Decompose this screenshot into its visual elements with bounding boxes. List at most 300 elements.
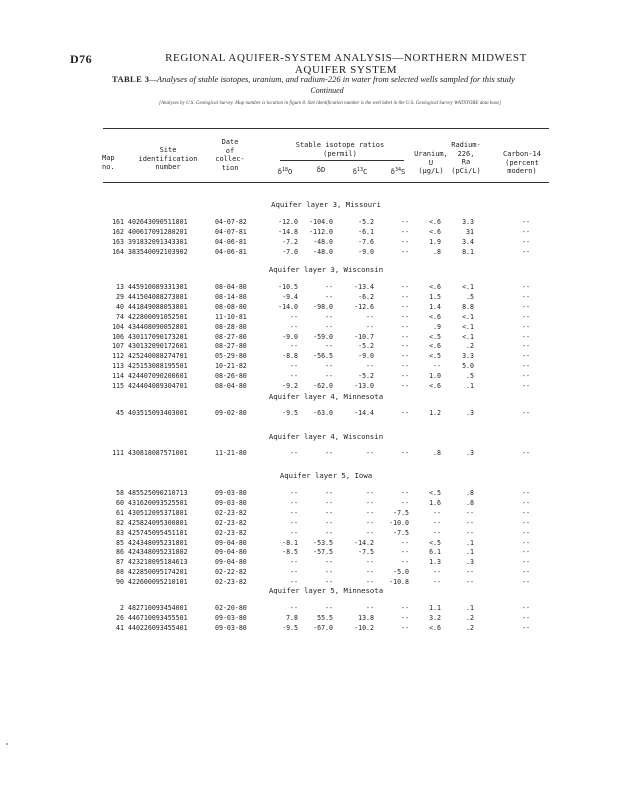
- header-delta-18o: $\delta^{18}O$: [277, 167, 293, 176]
- cell-delta-34s: --: [401, 449, 409, 457]
- cell-radium: .2: [466, 613, 474, 622]
- cell-delta-d: -59.0: [313, 332, 333, 341]
- stable-isotope-rule: [280, 160, 404, 161]
- header-uranium: Uranium, U (µg/L): [414, 150, 448, 176]
- cell-carbon14: --: [522, 548, 530, 557]
- header-site-id: Site identification number: [138, 146, 198, 172]
- cell-radium: <.1: [462, 312, 474, 321]
- cell-uranium: 3.2: [429, 613, 441, 622]
- cell-map-no: 90: [116, 578, 124, 587]
- cell-uranium: 1.4: [429, 302, 441, 311]
- cell-site-id: 424404089304701: [128, 382, 188, 390]
- table-row: [0, 372, 618, 381]
- cell-uranium: <.6: [429, 218, 441, 226]
- cell-map-no: 106: [112, 332, 124, 341]
- cell-delta-13c: --: [366, 568, 374, 577]
- cell-delta-d: --: [325, 362, 333, 371]
- cell-carbon14: --: [522, 508, 530, 517]
- cell-radium: .3: [466, 449, 474, 457]
- cell-uranium: <.5: [429, 489, 441, 497]
- table-row: [0, 303, 618, 312]
- cell-uranium: <.5: [429, 332, 441, 341]
- cell-delta-13c: -9.0: [358, 247, 374, 256]
- cell-carbon14: --: [522, 538, 530, 547]
- cell-radium: 3.3: [462, 218, 474, 226]
- cell-delta-d: --: [325, 283, 333, 291]
- table-row: [0, 323, 618, 332]
- cell-uranium: --: [433, 508, 441, 517]
- cell-delta-13c: -5.2: [358, 372, 374, 381]
- cell-carbon14: --: [522, 498, 530, 507]
- cell-date: 08-26-80: [215, 372, 247, 381]
- cell-uranium: 1.9: [429, 237, 441, 246]
- table-row: [0, 539, 618, 548]
- cell-delta-34s: --: [401, 342, 409, 351]
- cell-map-no: 88: [116, 568, 124, 577]
- table-row: [0, 293, 618, 302]
- cell-map-no: 164: [112, 247, 124, 256]
- table-row: [0, 604, 618, 613]
- cell-radium: .1: [466, 604, 474, 612]
- cell-delta-34s: --: [401, 489, 409, 497]
- cell-uranium: 1.0: [429, 372, 441, 381]
- cell-carbon14: --: [522, 528, 530, 537]
- cell-delta-d: -98.0: [313, 302, 333, 311]
- cell-uranium: <.6: [429, 623, 441, 632]
- cell-site-id: 434408090052801: [128, 322, 188, 331]
- cell-uranium: <.6: [429, 227, 441, 236]
- cell-carbon14: --: [522, 558, 530, 567]
- cell-delta-13c: --: [366, 449, 374, 457]
- cell-delta-d: --: [325, 558, 333, 567]
- table-row: [0, 342, 618, 351]
- cell-delta-34s: --: [401, 538, 409, 547]
- cell-map-no: 87: [116, 558, 124, 567]
- cell-carbon14: --: [522, 449, 530, 457]
- cell-delta-18o: --: [290, 342, 298, 351]
- cell-delta-34s: --: [401, 604, 409, 612]
- cell-map-no: 83: [116, 528, 124, 537]
- cell-radium: <.1: [462, 322, 474, 331]
- cell-delta-13c: -9.0: [358, 352, 374, 361]
- cell-site-id: 423218095184613: [128, 558, 188, 567]
- cell-delta-18o: -9.4: [282, 292, 298, 301]
- cell-map-no: 58: [116, 489, 124, 497]
- cell-delta-13c: --: [366, 528, 374, 537]
- cell-uranium: .8: [433, 449, 441, 457]
- cell-date: 09-02-80: [215, 409, 247, 417]
- table-row: [0, 382, 618, 391]
- cell-delta-18o: --: [290, 362, 298, 371]
- cell-delta-d: --: [325, 578, 333, 587]
- cell-delta-18o: --: [290, 372, 298, 381]
- cell-radium: .1: [466, 548, 474, 557]
- cell-radium: --: [466, 578, 474, 587]
- continued-label: Continued: [310, 86, 344, 95]
- cell-delta-18o: --: [290, 528, 298, 537]
- table-row: [0, 248, 618, 257]
- section-heading: Aquifer layer 5, Minnesota: [268, 586, 384, 595]
- cell-delta-13c: -10.2: [354, 623, 374, 632]
- cell-carbon14: --: [522, 623, 530, 632]
- cell-date: 11-21-80: [215, 449, 247, 457]
- cell-uranium: 1.2: [429, 409, 441, 417]
- cell-map-no: 86: [116, 548, 124, 557]
- cell-map-no: 114: [112, 372, 124, 381]
- cell-map-no: 113: [112, 362, 124, 371]
- cell-date: 02-23-82: [215, 518, 247, 527]
- cell-delta-34s: --: [401, 283, 409, 291]
- table-row: [0, 238, 618, 247]
- cell-carbon14: --: [522, 302, 530, 311]
- cell-delta-13c: --: [366, 489, 374, 497]
- cell-radium: 8.8: [462, 302, 474, 311]
- cell-delta-34s: --: [401, 352, 409, 361]
- cell-uranium: 1.3: [429, 558, 441, 567]
- cell-carbon14: --: [522, 362, 530, 371]
- cell-site-id: 422850095174201: [128, 568, 188, 577]
- cell-date: 02-23-82: [215, 578, 247, 587]
- cell-delta-d: --: [325, 292, 333, 301]
- cell-radium: 3.4: [462, 237, 474, 246]
- cell-uranium: --: [433, 568, 441, 577]
- cell-delta-d: -57.5: [313, 548, 333, 557]
- cell-radium: .5: [466, 292, 474, 301]
- cell-delta-d: -48.0: [313, 237, 333, 246]
- cell-site-id: 403515093403001: [128, 409, 188, 417]
- cell-uranium: --: [433, 362, 441, 371]
- cell-delta-13c: -13.0: [354, 382, 374, 390]
- table-row: [0, 558, 618, 567]
- cell-map-no: 40: [116, 302, 124, 311]
- cell-date: 08-04-80: [215, 283, 247, 291]
- cell-map-no: 115: [112, 382, 124, 390]
- cell-radium: .3: [466, 409, 474, 417]
- cell-delta-d: 55.5: [317, 613, 333, 622]
- cell-date: 08-27-80: [215, 342, 247, 351]
- cell-delta-d: --: [325, 604, 333, 612]
- cell-site-id: 440226093455401: [128, 623, 188, 632]
- cell-carbon14: --: [522, 518, 530, 527]
- cell-map-no: 111: [112, 449, 124, 457]
- cell-radium: .5: [466, 372, 474, 381]
- cell-delta-d: --: [325, 508, 333, 517]
- cell-carbon14: --: [522, 247, 530, 256]
- cell-delta-13c: -7.5: [358, 548, 374, 557]
- cell-map-no: 29: [116, 292, 124, 301]
- cell-site-id: 431620093525501: [128, 498, 188, 507]
- header-date: Date of collec- tion: [215, 138, 245, 172]
- cell-radium: 3.3: [462, 352, 474, 361]
- cell-radium: --: [466, 508, 474, 517]
- cell-date: 11-10-81: [215, 312, 247, 321]
- cell-radium: <.1: [462, 332, 474, 341]
- cell-delta-34s: --: [401, 362, 409, 371]
- cell-site-id: 441849088053801: [128, 302, 188, 311]
- cell-site-id: 425745095451101: [128, 528, 188, 537]
- section-heading: Aquifer layer 5, Iowa: [279, 471, 373, 480]
- table-row: [0, 283, 618, 292]
- header-radium: Radium- 226, Ra (pCi/L): [451, 141, 481, 175]
- cell-delta-34s: --: [401, 382, 409, 390]
- cell-uranium: --: [433, 578, 441, 587]
- table-row: [0, 449, 618, 458]
- cell-date: 05-29-80: [215, 352, 247, 361]
- cell-delta-34s: -10.8: [389, 578, 409, 587]
- cell-uranium: 6.1: [429, 548, 441, 557]
- cell-delta-13c: --: [366, 322, 374, 331]
- cell-site-id: 425824095300801: [128, 518, 188, 527]
- cell-radium: .8: [466, 498, 474, 507]
- cell-carbon14: --: [522, 578, 530, 587]
- cell-delta-d: --: [325, 342, 333, 351]
- cell-delta-d: -63.0: [313, 409, 333, 417]
- cell-map-no: 104: [112, 322, 124, 331]
- cell-delta-18o: --: [290, 568, 298, 577]
- cell-delta-18o: -14.0: [278, 302, 298, 311]
- cell-delta-d: -104.0: [309, 218, 333, 226]
- cell-carbon14: --: [522, 292, 530, 301]
- cell-delta-18o: --: [290, 578, 298, 587]
- cell-delta-18o: --: [290, 322, 298, 331]
- cell-delta-34s: --: [401, 409, 409, 417]
- cell-carbon14: --: [522, 382, 530, 390]
- cell-radium: .1: [466, 382, 474, 390]
- table-row: [0, 568, 618, 577]
- cell-delta-18o: --: [290, 498, 298, 507]
- scan-speck: [6, 743, 8, 745]
- cell-site-id: 446710093455501: [128, 613, 188, 622]
- cell-radium: --: [466, 528, 474, 537]
- cell-delta-34s: --: [401, 613, 409, 622]
- header-delta-34s: $\delta^{34}S$: [390, 167, 406, 176]
- cell-delta-13c: -6.2: [358, 292, 374, 301]
- cell-delta-d: -56.5: [313, 352, 333, 361]
- cell-date: 04-06-81: [215, 237, 247, 246]
- cell-delta-18o: -9.0: [282, 332, 298, 341]
- table-row: [0, 409, 618, 418]
- cell-uranium: 1.1: [429, 604, 441, 612]
- cell-delta-13c: -5.2: [358, 342, 374, 351]
- cell-uranium: --: [433, 528, 441, 537]
- table-top-rule: [103, 128, 549, 129]
- cell-map-no: 163: [112, 237, 124, 246]
- cell-delta-18o: -14.8: [278, 227, 298, 236]
- table-label: TABLE 3: [112, 74, 150, 84]
- cell-map-no: 74: [116, 312, 124, 321]
- cell-site-id: 402643090511801: [128, 218, 188, 226]
- cell-date: 08-28-80: [215, 322, 247, 331]
- cell-site-id: 424348095231802: [128, 548, 188, 557]
- cell-delta-13c: --: [366, 362, 374, 371]
- cell-delta-13c: --: [366, 558, 374, 567]
- table-row: [0, 489, 618, 498]
- cell-delta-d: --: [325, 498, 333, 507]
- cell-delta-34s: --: [401, 247, 409, 256]
- cell-delta-13c: -14.4: [354, 409, 374, 417]
- cell-delta-34s: --: [401, 548, 409, 557]
- cell-date: 10-21-82: [215, 362, 247, 371]
- cell-carbon14: --: [522, 409, 530, 417]
- cell-map-no: 26: [116, 613, 124, 622]
- cell-delta-34s: --: [401, 237, 409, 246]
- cell-delta-18o: -9.5: [282, 623, 298, 632]
- cell-map-no: 2: [120, 604, 124, 612]
- cell-site-id: 482710093454001: [128, 604, 188, 612]
- cell-delta-34s: -10.0: [389, 518, 409, 527]
- cell-uranium: 1.5: [429, 292, 441, 301]
- cell-delta-13c: -5.2: [358, 218, 374, 226]
- cell-uranium: 1.6: [429, 498, 441, 507]
- header-delta-d: δD: [316, 166, 326, 174]
- cell-radium: --: [466, 568, 474, 577]
- cell-carbon14: --: [522, 613, 530, 622]
- cell-radium: .3: [466, 558, 474, 567]
- cell-uranium: <.6: [429, 312, 441, 321]
- cell-map-no: 161: [112, 218, 124, 226]
- cell-delta-18o: --: [290, 508, 298, 517]
- cell-uranium: <.5: [429, 352, 441, 361]
- cell-date: 09-04-80: [215, 538, 247, 547]
- cell-date: 08-14-80: [215, 292, 247, 301]
- cell-delta-13c: 13.8: [358, 613, 374, 622]
- cell-carbon14: --: [522, 372, 530, 381]
- table-row: [0, 624, 618, 633]
- cell-site-id: 424348095231801: [128, 538, 188, 547]
- section-heading: Aquifer layer 4, Minnesota: [268, 392, 384, 401]
- cell-map-no: 162: [112, 227, 124, 236]
- table-row: [0, 529, 618, 538]
- cell-carbon14: --: [522, 568, 530, 577]
- cell-delta-13c: --: [366, 498, 374, 507]
- cell-date: 02-20-80: [215, 604, 247, 612]
- cell-site-id: 441504088273801: [128, 292, 188, 301]
- cell-uranium: .9: [433, 322, 441, 331]
- cell-delta-18o: --: [290, 312, 298, 321]
- cell-delta-13c: --: [366, 604, 374, 612]
- cell-carbon14: --: [522, 322, 530, 331]
- cell-map-no: 112: [112, 352, 124, 361]
- cell-delta-34s: -5.0: [393, 568, 409, 577]
- cell-delta-34s: --: [401, 302, 409, 311]
- cell-delta-18o: -7.2: [282, 237, 298, 246]
- cell-radium: 5.0: [462, 362, 474, 371]
- cell-delta-18o: -9.2: [282, 382, 298, 390]
- cell-radium: 8.1: [462, 247, 474, 256]
- cell-radium: 31: [466, 227, 474, 236]
- cell-delta-18o: -8.8: [282, 352, 298, 361]
- table-row: [0, 362, 618, 371]
- cell-uranium: .8: [433, 247, 441, 256]
- cell-date: 04-07-82: [215, 218, 247, 226]
- cell-date: 08-04-80: [215, 382, 247, 390]
- cell-delta-34s: --: [401, 292, 409, 301]
- cell-date: 08-27-80: [215, 332, 247, 341]
- cell-carbon14: --: [522, 332, 530, 341]
- cell-delta-13c: -6.1: [358, 227, 374, 236]
- table-row: [0, 499, 618, 508]
- cell-delta-18o: -8.1: [282, 538, 298, 547]
- cell-delta-d: --: [325, 322, 333, 331]
- table-row: [0, 228, 618, 237]
- cell-date: 02-22-82: [215, 568, 247, 577]
- cell-date: 04-07-81: [215, 227, 247, 236]
- cell-delta-34s: --: [401, 623, 409, 632]
- header-stable-isotopes: Stable isotope ratios (permil): [295, 141, 385, 158]
- page-number: D76: [70, 52, 93, 66]
- cell-delta-d: -48.0: [313, 247, 333, 256]
- cell-radium: .1: [466, 538, 474, 547]
- table-row: [0, 519, 618, 528]
- cell-site-id: 391832091343301: [128, 237, 188, 246]
- cell-delta-18o: --: [290, 449, 298, 457]
- cell-map-no: 107: [112, 342, 124, 351]
- cell-site-id: 445910089331301: [128, 283, 188, 291]
- cell-map-no: 61: [116, 508, 124, 517]
- cell-delta-34s: --: [401, 227, 409, 236]
- cell-delta-d: --: [325, 312, 333, 321]
- header-delta-13c: $\delta^{13}C$: [352, 167, 368, 176]
- cell-uranium: <.6: [429, 382, 441, 390]
- cell-site-id: 425240088274701: [128, 352, 188, 361]
- cell-delta-d: --: [325, 489, 333, 497]
- cell-delta-18o: --: [290, 604, 298, 612]
- cell-delta-d: --: [325, 528, 333, 537]
- cell-delta-18o: --: [290, 558, 298, 567]
- cell-date: 02-23-82: [215, 508, 247, 517]
- cell-date: 09-03-80: [215, 613, 247, 622]
- cell-map-no: 85: [116, 538, 124, 547]
- table-row: [0, 352, 618, 361]
- cell-map-no: 13: [116, 283, 124, 291]
- cell-delta-34s: --: [401, 558, 409, 567]
- header-carbon14: Carbon-14 (percent modern): [503, 150, 541, 176]
- cell-radium: <.1: [462, 283, 474, 291]
- cell-delta-d: -62.0: [313, 382, 333, 390]
- cell-date: 09-04-80: [215, 548, 247, 557]
- cell-date: 09-03-80: [215, 489, 247, 497]
- cell-delta-18o: -12.0: [278, 218, 298, 226]
- cell-delta-13c: -7.6: [358, 237, 374, 246]
- cell-delta-d: -53.5: [313, 538, 333, 547]
- cell-carbon14: --: [522, 237, 530, 246]
- cell-date: 04-06-81: [215, 247, 247, 256]
- cell-delta-13c: --: [366, 508, 374, 517]
- cell-delta-34s: -7.5: [393, 528, 409, 537]
- cell-carbon14: --: [522, 283, 530, 291]
- cell-delta-18o: --: [290, 489, 298, 497]
- cell-site-id: 383540092103902: [128, 247, 188, 256]
- table-headnote: [Analyses by U.S. Geological Survey. Map number is location in figure 8. Site identification number is the well label in the U.S. Geological Survey WATSTORE data base]: [159, 101, 501, 106]
- cell-map-no: 45: [116, 409, 124, 417]
- header-bottom-rule: [103, 182, 549, 183]
- cell-delta-34s: --: [401, 332, 409, 341]
- cell-site-id: 424407090200601: [128, 372, 188, 381]
- cell-radium: .8: [466, 489, 474, 497]
- cell-site-id: 485525090210713: [128, 489, 188, 497]
- cell-delta-13c: -12.6: [354, 302, 374, 311]
- cell-uranium: <.5: [429, 538, 441, 547]
- cell-site-id: 422600095210101: [128, 578, 188, 587]
- section-heading: Aquifer layer 3, Missouri: [271, 200, 381, 209]
- table-title: —Analyses of stable isotopes, uranium, and radium-226 in water from selected wells sampled for this study: [149, 74, 515, 84]
- cell-delta-18o: -7.0: [282, 247, 298, 256]
- cell-site-id: 430117090173201: [128, 332, 188, 341]
- cell-delta-13c: -14.2: [354, 538, 374, 547]
- cell-date: 02-23-82: [215, 528, 247, 537]
- cell-uranium: <.6: [429, 342, 441, 351]
- table-row: [0, 218, 618, 227]
